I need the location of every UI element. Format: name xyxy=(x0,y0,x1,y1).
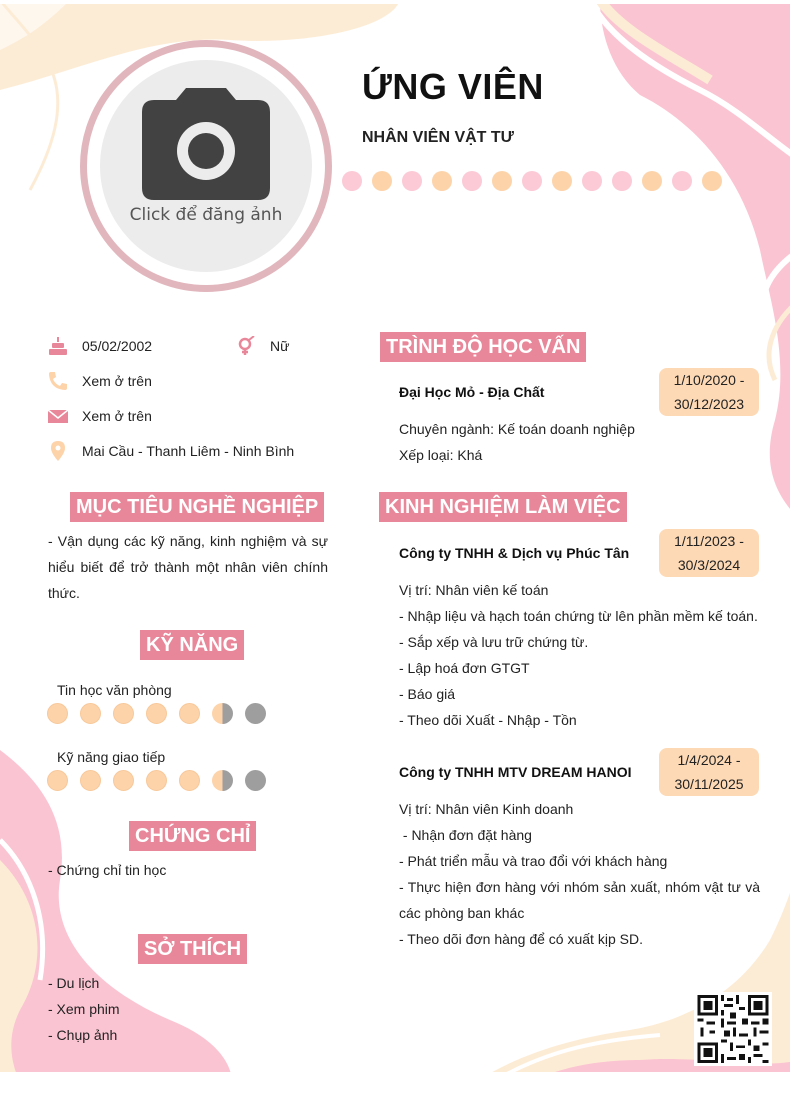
job-line: - Phát triển mẫu và trao đổi với khách hàng xyxy=(399,853,668,869)
rating-dot xyxy=(245,770,266,791)
dot xyxy=(462,171,482,191)
skill-rating xyxy=(47,703,266,724)
dot xyxy=(612,171,632,191)
date-end: 30/3/2024 xyxy=(677,557,741,573)
career-goal-text: - Vận dụng các kỹ năng, kinh nghiệm và sự hiểu biết để trở thành một nhân viên chính thức. xyxy=(48,533,328,601)
school-name: Đại Học Mỏ - Địa Chất xyxy=(399,384,545,400)
date-end: 30/12/2023 xyxy=(673,396,745,412)
job-title: NHÂN VIÊN VẬT TƯ xyxy=(362,129,514,146)
job-date xyxy=(659,748,759,796)
dot xyxy=(432,171,452,191)
company-name: Công ty TNHH & Dịch vụ Phúc Tân xyxy=(399,545,630,561)
job-line: - Sắp xếp và lưu trữ chứng từ. xyxy=(399,634,589,650)
phone-icon xyxy=(48,371,68,391)
job-line: Vị trí: Nhân viên Kinh doanh xyxy=(399,801,574,817)
date-start: 1/10/2020 - xyxy=(673,372,745,388)
dot xyxy=(492,171,512,191)
address-row xyxy=(48,441,294,461)
camera-icon[interactable] xyxy=(142,88,270,200)
birthday-row xyxy=(48,336,152,356)
dot xyxy=(552,171,572,191)
qr-code xyxy=(694,992,772,1066)
dot xyxy=(702,171,722,191)
job-line: - Nhập liệu và hạch toán chứng từ lên phần mềm kế toán. xyxy=(399,608,758,624)
dot xyxy=(342,171,362,191)
rating-dot xyxy=(179,703,200,724)
job-line: - Lập hoá đơn GTGT xyxy=(399,660,530,676)
rating-dot xyxy=(212,703,233,724)
certificate-item: - Chứng chỉ tin học xyxy=(48,862,167,878)
address-value: Mai Cầu - Thanh Liêm - Ninh Bình xyxy=(82,443,295,459)
upload-photo-label[interactable]: Click để đăng ảnh xyxy=(129,205,283,225)
rating-dot xyxy=(113,770,134,791)
skills-heading: KỸ NĂNG xyxy=(140,630,244,660)
education-date xyxy=(659,368,759,416)
career-goal-heading: MỤC TIÊU NGHỀ NGHIỆP xyxy=(70,492,324,522)
birthday-value: 05/02/2002 xyxy=(82,338,153,354)
birthday-cake-icon xyxy=(48,336,68,356)
rating-dot xyxy=(80,770,101,791)
gender-icon xyxy=(236,336,256,356)
rating-dot xyxy=(146,770,167,791)
hobbies-heading: SỞ THÍCH xyxy=(138,934,247,964)
email-icon xyxy=(48,406,68,426)
dot xyxy=(372,171,392,191)
dot xyxy=(642,171,662,191)
skill-label: Tin học văn phòng xyxy=(57,682,172,698)
hobby-item: - Chụp ảnh xyxy=(48,1027,118,1043)
dot xyxy=(582,171,602,191)
job-date xyxy=(659,529,759,577)
job-line: - Thực hiện đơn hàng với nhóm sản xuất, nhóm vật tư và các phòng ban khác xyxy=(399,879,760,921)
candidate-name: ỨNG VIÊN xyxy=(362,66,544,107)
certificates-heading: CHỨNG CHỈ xyxy=(129,821,256,851)
job-line: - Theo dõi đơn hàng để có xuất kịp SD. xyxy=(399,931,643,947)
job-line: - Nhận đơn đặt hàng xyxy=(399,827,532,843)
phone-row xyxy=(48,371,152,391)
location-pin-icon xyxy=(48,441,68,461)
dot xyxy=(522,171,542,191)
gender-value: Nữ xyxy=(270,338,290,354)
experience-heading: KINH NGHIỆM LÀM VIỆC xyxy=(379,492,627,522)
rating-dot xyxy=(212,770,233,791)
job-line: - Theo dõi Xuất - Nhập - Tồn xyxy=(399,712,577,728)
education-grade: Xếp loại: Khá xyxy=(399,447,483,463)
rating-dot xyxy=(80,703,101,724)
rating-dot xyxy=(113,703,134,724)
rating-dot xyxy=(245,703,266,724)
skill-label: Kỹ năng giao tiếp xyxy=(57,749,166,765)
dot xyxy=(672,171,692,191)
rating-dot xyxy=(47,703,68,724)
hobby-item: - Du lịch xyxy=(48,975,100,991)
skill-rating xyxy=(47,770,266,791)
rating-dot xyxy=(47,770,68,791)
date-end: 30/11/2025 xyxy=(674,776,744,792)
rating-dot xyxy=(146,703,167,724)
education-major: Chuyên ngành: Kế toán doanh nghiệp xyxy=(399,421,635,437)
email-value: Xem ở trên xyxy=(82,408,152,424)
hobby-item: - Xem phim xyxy=(48,1001,120,1017)
gender-row xyxy=(236,336,289,356)
education-heading: TRÌNH ĐỘ HỌC VẤN xyxy=(380,332,586,362)
rating-dot xyxy=(179,770,200,791)
dot xyxy=(402,171,422,191)
date-start: 1/11/2023 - xyxy=(674,533,744,549)
email-row xyxy=(48,406,152,426)
phone-value: Xem ở trên xyxy=(82,373,152,389)
job-line: Vị trí: Nhân viên kế toán xyxy=(399,582,549,598)
date-start: 1/4/2024 - xyxy=(677,752,741,768)
decorative-dots xyxy=(342,171,722,191)
company-name: Công ty TNHH MTV DREAM HANOI xyxy=(399,764,632,780)
job-line: - Báo giá xyxy=(399,686,456,702)
